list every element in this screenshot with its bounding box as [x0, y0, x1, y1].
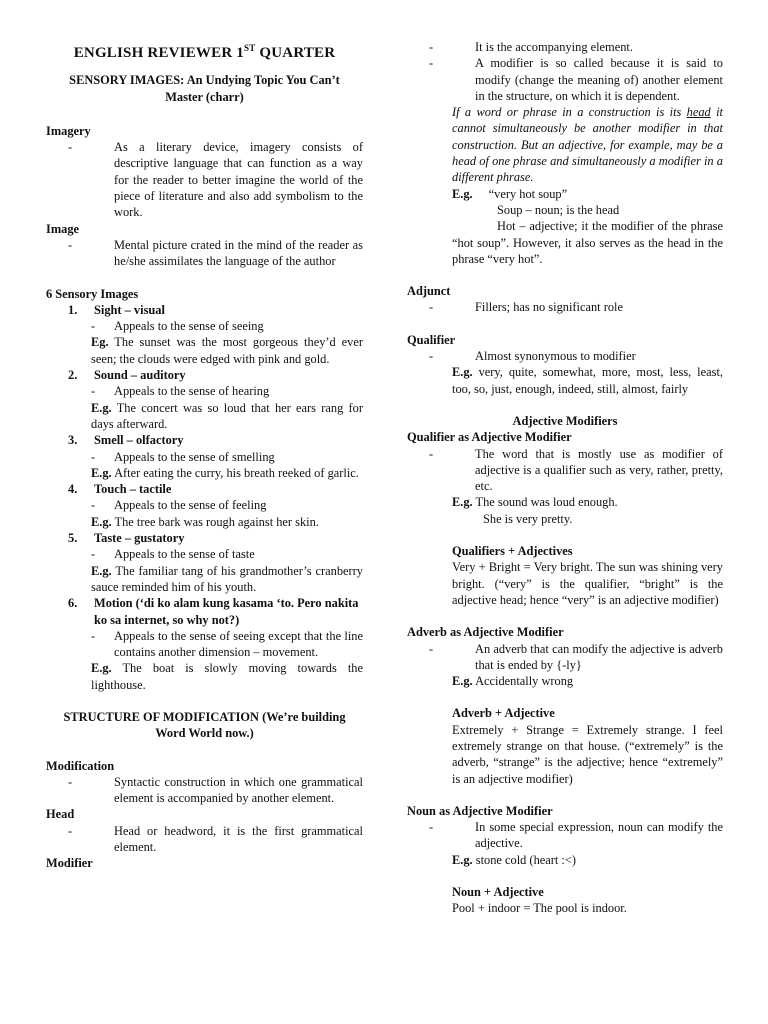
item-appeal: - Appeals to the sense of feeling	[46, 497, 363, 513]
item-example	[46, 563, 363, 596]
sensory-item	[46, 432, 363, 481]
sensory-item	[46, 302, 363, 367]
qualifier-example	[407, 364, 723, 397]
item-appeal: - Appeals to the sense of taste	[46, 546, 363, 562]
example-soup: Soup – noun; is the head	[497, 202, 620, 217]
image-definition: - Mental picture crated in the mind of the reader as he/she assimilates the language of the author	[46, 237, 363, 270]
item-number: 1.	[68, 302, 78, 317]
item-appeal: - Appeals to the sense of hearing	[46, 383, 363, 399]
heading-adjunct: Adjunct	[407, 284, 451, 299]
qualifier-adjective-example	[407, 494, 723, 510]
example-label: E.g.	[91, 563, 112, 578]
qualifiers-adjectives-text: Very + Bright = Very bright. The sun was shining very bright. (“very” is the qualifier, “bright” is the adjective head; hence “very” is an adjective modifier)	[452, 560, 723, 607]
sensory-item	[46, 595, 363, 693]
adverb-adjective-definition: - An adverb that can modify the adjective is adverb that is ended by {-ly}	[407, 641, 723, 674]
heading-noun-plus-adjective: Noun + Adjective	[452, 885, 544, 900]
section-subtitle-structure: STRUCTURE OF MODIFICATION (We’re building Word World now.)	[63, 709, 346, 741]
example-phrase: “very hot soup”	[488, 186, 568, 201]
left-column	[46, 0, 363, 872]
example-text: The sunset was the most gorgeous they’d ever seen; the clouds were edged with pink and gold.	[91, 335, 363, 366]
note-text-end: it cannot simultaneously be another modifier in that construction. But an adjective, for example, may be a head of one phrase and simultaneously a modifier in a different phrase.	[452, 105, 723, 185]
example-text: The sound was loud enough.	[472, 495, 618, 510]
modification-definition: - Syntactic construction in which one grammatical element is accompanied by another element.	[46, 774, 363, 807]
item-example	[46, 400, 363, 433]
heading-sensory-images: 6 Sensory Images	[46, 286, 139, 301]
modifier-point: - A modifier is so called because it is said to modify (change the meaning of) another element in the structure, on which it is dependent.	[407, 55, 723, 104]
example-hot: Hot – adjective; it the modifier of the phrase “hot soup”. However, it also serves as the head in the phrase “very hot”.	[452, 219, 723, 266]
heading-qualifier: Qualifier	[407, 332, 456, 347]
qualifier-definition: - Almost synonymous to modifier	[407, 348, 723, 364]
adverb-adjective-example	[407, 673, 723, 689]
example-text: The concert was so loud that her ears rang for days afterward.	[91, 400, 363, 431]
item-example	[46, 660, 363, 693]
sensory-item	[46, 481, 363, 530]
qualifier-adjective-example-2: She is very pretty.	[483, 511, 573, 526]
item-example	[46, 465, 363, 481]
heading-qualifier-as-adjective-modifier: Qualifier as Adjective Modifier	[407, 430, 572, 445]
item-title: Smell – olfactory	[94, 433, 184, 448]
noun-adjective-example	[407, 852, 723, 868]
example-label: E.g.	[91, 400, 112, 415]
item-example	[46, 334, 363, 367]
modifier-point: - It is the accompanying element.	[407, 39, 723, 55]
heading-modifier: Modifier	[46, 856, 93, 871]
item-appeal: - Appeals to the sense of seeing except that the line contains another dimension – movement.	[46, 628, 363, 661]
example-label: Eg.	[91, 335, 109, 350]
item-title: Sight – visual	[94, 302, 165, 317]
example-label: E.g.	[452, 674, 473, 689]
example-label: E.g.	[452, 186, 473, 201]
adjunct-definition: - Fillers; has no significant role	[407, 299, 723, 315]
item-title: Sound – auditory	[94, 368, 186, 383]
right-column	[407, 39, 723, 917]
item-number: 3.	[68, 433, 78, 448]
example-label: E.g.	[452, 495, 473, 510]
heading-qualifiers-plus-adjectives: Qualifiers + Adjectives	[452, 544, 573, 559]
modifier-note	[407, 104, 723, 185]
item-number: 5.	[68, 531, 78, 546]
page-title	[46, 40, 363, 61]
imagery-definition: - As a literary device, imagery consists of descriptive language that can function as a way for the reader to better imagine the world of the piece of literature and also add symbolism to the work.	[46, 139, 363, 220]
example-label: E.g.	[452, 852, 473, 867]
item-appeal: - Appeals to the sense of smelling	[46, 449, 363, 465]
item-number: 4.	[68, 482, 78, 497]
sensory-list	[46, 302, 363, 693]
item-title: Touch – tactile	[94, 482, 172, 497]
example-text: Accidentally wrong	[472, 674, 574, 689]
heading-modification: Modification	[46, 758, 115, 773]
example-text: very, quite, somewhat, more, most, less, least, too, so, just, enough, indeed, still, almost, fairly	[452, 365, 723, 396]
item-appeal: - Appeals to the sense of seeing	[46, 318, 363, 334]
example-label: E.g.	[91, 465, 112, 480]
heading-imagery: Imagery	[46, 123, 91, 138]
item-number: 6.	[68, 596, 78, 611]
note-text-start: If a word or phrase in a construction is its	[452, 105, 687, 120]
heading-head: Head	[46, 807, 75, 822]
qualifier-adjective-definition: - The word that is mostly use as modifier of adjective is a qualifier such as very, rather, pretty, etc.	[407, 446, 723, 495]
heading-adverb-plus-adjective: Adverb + Adjective	[452, 706, 555, 721]
title-superscript: ST	[244, 43, 256, 53]
noun-adjective-definition: - In some special expression, noun can modify the adjective.	[407, 819, 723, 852]
example-text: stone cold (heart :<)	[472, 852, 576, 867]
section-subtitle-sensory: SENSORY IMAGES: An Undying Topic You Can’t Master (charr)	[69, 73, 340, 104]
item-number: 2.	[68, 368, 78, 383]
sensory-item	[46, 530, 363, 595]
modifier-example	[407, 186, 723, 202]
example-label: E.g.	[91, 514, 112, 529]
head-definition: - Head or headword, it is the first grammatical element.	[46, 823, 363, 856]
heading-noun-as-adjective-modifier: Noun as Adjective Modifier	[407, 803, 553, 818]
sensory-item	[46, 367, 363, 432]
noun-adjective-text: Pool + indoor = The pool is indoor.	[452, 901, 627, 916]
item-title: Taste – gustatory	[94, 531, 185, 546]
example-label: E.g.	[452, 365, 473, 380]
heading-adverb-as-adjective-modifier: Adverb as Adjective Modifier	[407, 625, 564, 640]
example-label: E.g.	[91, 661, 112, 676]
heading-adjective-modifiers: Adjective Modifiers	[512, 413, 618, 428]
heading-image: Image	[46, 221, 80, 236]
example-text: After eating the curry, his breath reeked of garlic.	[111, 465, 359, 480]
example-text: The familiar tang of his grandmother’s cranberry sauce reminded him of his youth.	[91, 563, 363, 594]
adverb-adjective-text: Extremely + Strange = Extremely strange. I feel extremely strange on that house. (“extremely” is the adverb, “strange” is the adjective; hence “extremely” is an adjective modifier)	[452, 722, 723, 786]
example-text: The tree bark was rough against her skin.	[111, 514, 319, 529]
title-tail: QUARTER	[255, 45, 336, 61]
example-text: The boat is slowly moving towards the lighthouse.	[91, 661, 363, 692]
title-main: ENGLISH REVIEWER 1	[73, 45, 245, 61]
item-title: Motion (‘di ko alam kung kasama ‘to. Pero nakita ko sa internet, so why not?)	[94, 596, 359, 627]
note-underlined: head	[686, 105, 711, 120]
item-example	[46, 514, 363, 530]
